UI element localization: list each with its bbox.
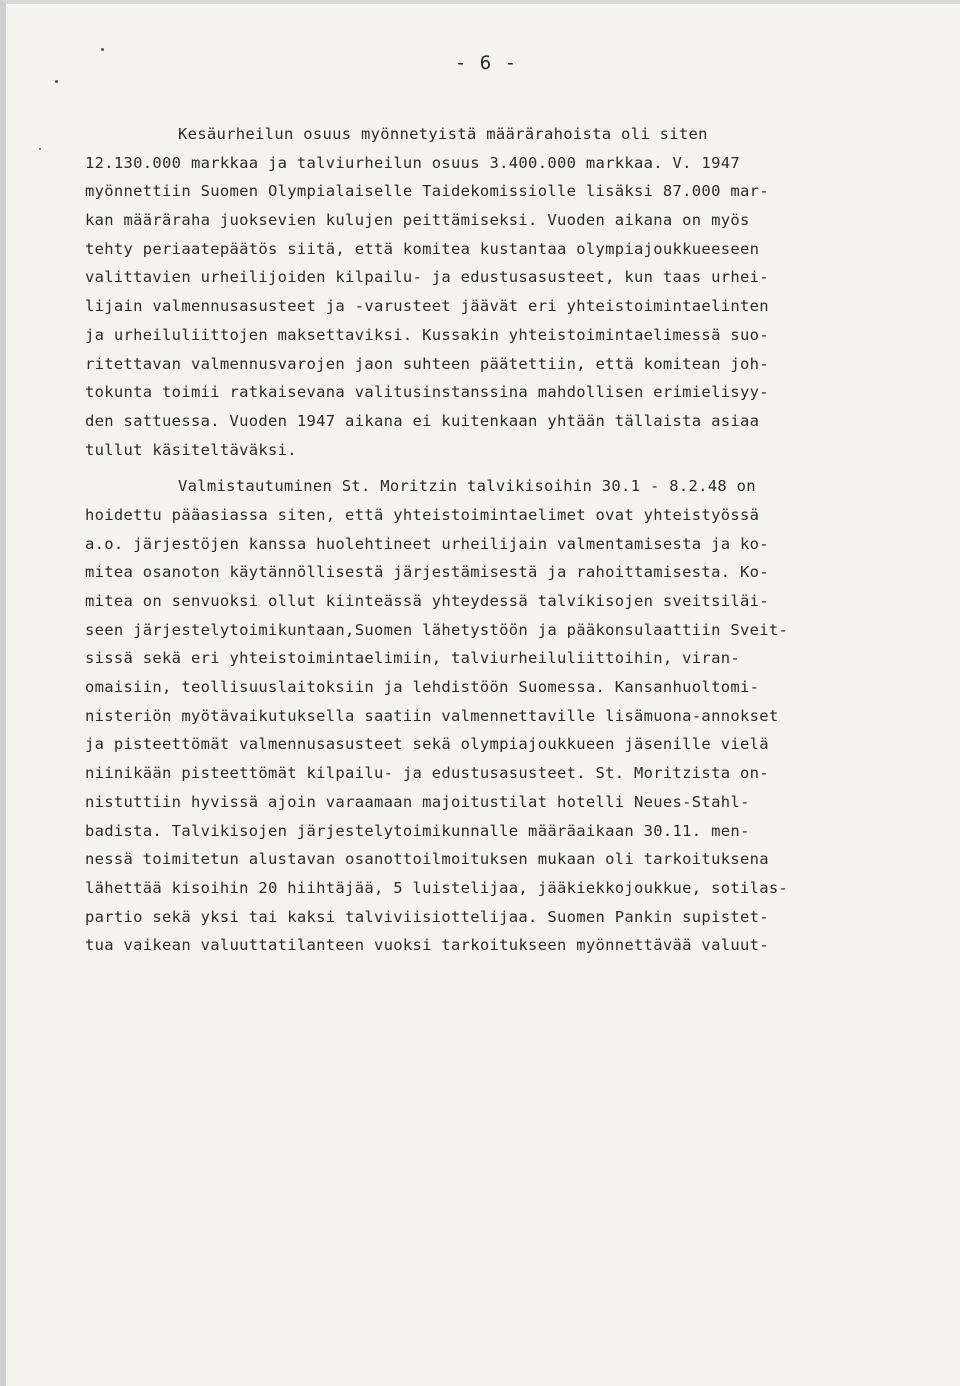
document-body: [85, 120, 945, 960]
paragraph-2: [85, 472, 945, 960]
text-line: sissä sekä eri yhteistoimintaelimiin, talviurheiluliittoihin, viran-: [85, 649, 740, 668]
text-line: seen järjestelytoimikuntaan,Suomen lähetystöön ja pääkonsulaattiin Sveit-: [85, 620, 789, 639]
text-line: niinikään pisteettömät kilpailu- ja edustusasusteet. St. Moritzista on-: [85, 764, 769, 783]
page-number: - 6 -: [454, 52, 518, 74]
text-line: Kesäurheilun osuus myönnetyistä määrärahoista oli siten: [178, 125, 708, 143]
text-line: tokunta toimii ratkaisevana valitusinstanssina mahdollisen erimielisyy-: [85, 383, 769, 402]
text-line: mitea on senvuoksi ollut kiinteässä yhteydessä talvikisojen sveitsiläi-: [85, 592, 769, 610]
text-line: partio sekä yksi tai kaksi talviviisiottelijaa. Suomen Pankin supistet-: [85, 907, 769, 926]
text-line: a.o. järjestöjen kanssa huolehtineet urheilijain valmentamisesta ja ko-: [85, 534, 769, 553]
text-line: lijain valmennusasusteet ja -varusteet jäävät eri yhteistoimintaelinten: [85, 297, 769, 316]
text-line: Valmistautuminen St. Moritzin talvikisoihin 30.1 - 8.2.48 on: [178, 477, 756, 496]
scan-speck: [55, 80, 58, 83]
text-line: ja pisteettömät valmennusasusteet sekä olympiajoukkueen jäsenille vielä: [85, 735, 769, 754]
text-line: mitea osanoton käytännöllisestä järjestämisestä ja rahoittamisesta. Ko-: [85, 563, 769, 582]
text-line: hoidettu pääasiassa siten, että yhteistoimintaelimet ovat yhteistyössä: [85, 505, 760, 524]
text-line: nisteriön myötävaikutuksella saatiin valmennettaville lisämuona-annokset: [85, 706, 779, 725]
text-line: valittavien urheilijoiden kilpailu- ja edustusasusteet, kun taas urhei-: [85, 268, 769, 287]
text-line: myönnettiin Suomen Olympialaiselle Taidekomissiolle lisäksi 87.000 mar-: [85, 182, 769, 201]
text-line: ritettavan valmennusvarojen jaon suhteen päätettiin, että komitean joh-: [85, 354, 769, 373]
text-line: tehty periaatepäätös siitä, että komitea kustantaa olympiajoukkueeseen: [85, 239, 760, 258]
paragraph-1: [85, 120, 945, 464]
text-line: kan määräraha juoksevien kulujen peittämiseksi. Vuoden aikana on myös: [85, 211, 750, 230]
text-line: den sattuessa. Vuoden 1947 aikana ei kuitenkaan yhtään tällaista asiaa: [85, 411, 760, 430]
text-line: nessä toimitetun alustavan osanottoilmoituksen mukaan oli tarkoituksena: [85, 850, 769, 869]
text-line: nistuttiin hyvissä ajoin varaamaan majoitustilat hotelli Neues-Stahl-: [85, 792, 750, 811]
text-line: 12.130.000 markkaa ja talviurheilun osuus 3.400.000 markkaa. V. 1947: [85, 153, 740, 172]
text-line: omaisiin, teollisuuslaitoksiin ja lehdistöön Suomessa. Kansanhuoltomi-: [85, 678, 760, 697]
text-line: tua vaikean valuuttatilanteen vuoksi tarkoitukseen myönnettävää valuut-: [85, 936, 769, 955]
text-line: badista. Talvikisojen järjestelytoimikunnalle määräaikaan 30.11. men-: [85, 821, 750, 840]
scan-speck: [101, 48, 104, 51]
text-line: ja urheiluliittojen maksettaviksi. Kussakin yhteistoimintaelimessä suo-: [85, 325, 769, 344]
text-line: lähettää kisoihin 20 hiihtäjää, 5 luistelijaa, jääkiekkojoukkue, sotilas-: [85, 878, 789, 897]
text-line: tullut käsiteltäväksi.: [85, 440, 297, 459]
scan-speck: [39, 148, 41, 150]
